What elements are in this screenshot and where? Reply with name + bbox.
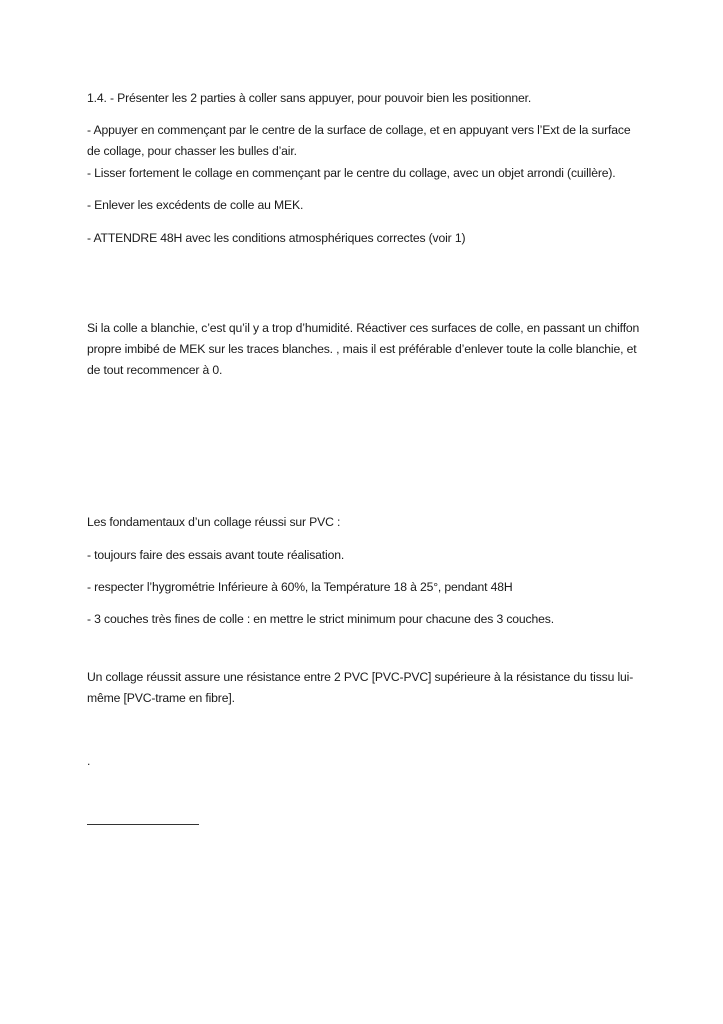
fundamental-tests-item: - toujours faire des essais avant toute réalisation.: [87, 548, 345, 562]
fundamental-layers-item: - 3 couches très fines de colle : en mettre le strict minimum pour chacune des 3 couches.: [87, 612, 554, 626]
fundamental-conditions-item: - respecter l’hygrométrie Inférieure à 60%, la Température 18 à 25°, pendant 48H: [87, 580, 513, 594]
resistance-paragraph: Un collage réussit assure une résistance entre 2 PVC [PVC-PVC] supérieure à la résistance du tissu lui-même [PVC-trame en fibre].: [87, 670, 634, 705]
step-1-4-paragraph: 1.4. - Présenter les 2 parties à coller sans appuyer, pour pouvoir bien les positionner.: [87, 91, 532, 105]
wait-48h-paragraph: - ATTENDRE 48H avec les conditions atmosphériques correctes (voir 1): [87, 231, 466, 245]
remove-excess-paragraph: - Enlever les excédents de colle au MEK.: [87, 198, 304, 212]
smooth-instruction-paragraph: - Lisser fortement le collage en commençant par le centre du collage, avec un objet arrondi (cuillère).: [87, 166, 616, 180]
dot-paragraph: .: [87, 754, 91, 768]
fundamentals-heading: Les fondamentaux d’un collage réussi sur PVC :: [87, 515, 341, 529]
whitened-glue-paragraph: Si la colle a blanchie, c’est qu’il y a trop d’humidité. Réactiver ces surfaces de colle, en passant un chiffon propre imbibé de MEK sur les traces blanches. , mais il est préférable d’enlever toute la colle blanchie, et de tout recommencer à 0.: [87, 321, 640, 377]
press-instruction-paragraph: - Appuyer en commençant par le centre de la surface de collage, et en appuyant vers l’Ext de la surface de collage, pour chasser les bulles d’air.: [87, 123, 631, 158]
footnote-separator-line: [87, 824, 199, 825]
